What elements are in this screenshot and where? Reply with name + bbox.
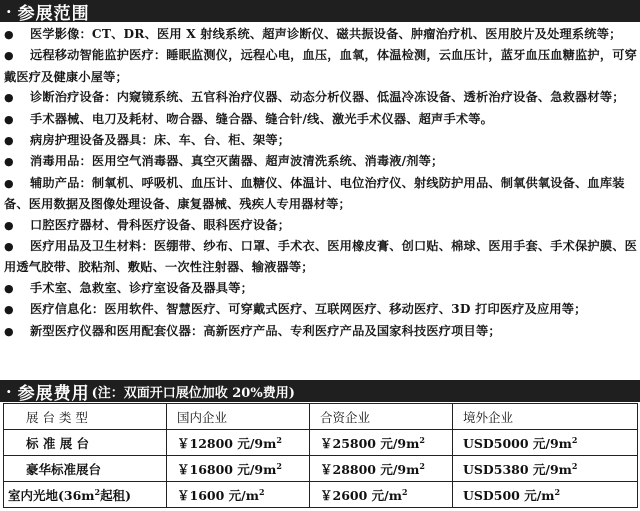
list-item: ● 口腔医疗器材、骨科医疗设备、眼科医疗设备；: [4, 215, 638, 236]
column-header: 合资企业: [310, 404, 453, 430]
list-item: ● 消毒用品：医用空气消毒器、真空灭菌器、超声波清洗系统、消毒液/剂等；: [4, 151, 638, 172]
fee-table: [3, 403, 638, 508]
domestic-price: ￥1600 元$/m^2$: [167, 482, 310, 508]
section-header-scope: [0, 0, 640, 22]
foreign-price: USD5380 元$/9m^2$: [453, 456, 638, 482]
scope-list: [4, 24, 638, 342]
foreign-price: USD500 元$/m^2$: [453, 482, 638, 508]
booth-type: 豪华标准展台: [4, 456, 167, 482]
domestic-price: ￥16800 元$/9m^2$: [167, 456, 310, 482]
list-item: ● 医疗信息化：医用软件、智慧医疗、可穿戴式医疗、互联网医疗、移动医疗、3D 打印医疗及应用等；: [4, 299, 638, 320]
column-header: 境外企业: [453, 404, 638, 430]
table-header-row: [4, 404, 638, 430]
list-item: ● 手术室、急救室、诊疗室设备及器具等；: [4, 278, 638, 299]
column-header: 国内企业: [167, 404, 310, 430]
list-item: ● 医疗用品及卫生材料：医绷带、纱布、口罩、手术衣、医用橡皮膏、创口贴、棉球、医用手套、手术保护膜、医用透气胶带、胶粘剂、敷贴、一次性注射器、输液器等；: [4, 239, 637, 275]
list-item: ● 医学影像：CT、DR、医用 X 射线系统、超声诊断仪、磁共振设备、肿瘤治疗机、医用胶片及处理系统等；: [4, 24, 638, 45]
bullet-icon: ●: [4, 218, 14, 232]
foreign-price: USD5000 元$/9m^2$: [453, 430, 638, 456]
fee-note: (注：双面开口展位加收 20%费用): [91, 385, 295, 401]
bullet-icon: ●: [4, 303, 14, 317]
column-header: 展 台 类 型: [4, 404, 167, 430]
bullet-icon: ●: [4, 240, 14, 254]
booth-type: 标 准 展 台: [4, 430, 167, 456]
booth-type: 室内光地($36m^2$起租): [4, 482, 167, 508]
table-row: [4, 430, 638, 456]
table-row: [4, 482, 638, 508]
bullet-icon: ●: [4, 176, 14, 190]
bullet-icon: ●: [4, 134, 14, 148]
bullet-icon: ●: [4, 91, 14, 105]
list-item: ● 新型医疗仪器和医用配套仪器：高新医疗产品、专利医疗产品及国家科技医疗项目等；: [4, 321, 638, 342]
header-bullet: ·: [6, 381, 12, 401]
jv-price: ￥28800 元$/9m^2$: [310, 456, 453, 482]
bullet-icon: ●: [4, 112, 14, 126]
list-item: ● 辅助产品：制氧机、呼吸机、血压计、血糖仪、体温计、电位治疗仪、射线防护用品、制氧供氧设备、血库装备、医用数据及图像处理设备、康复器械、残疾人专用器材等；: [4, 175, 625, 212]
jv-price: ￥25800 元$/9m^2$: [310, 430, 453, 456]
list-item: ● 病房护理设备及器具：床、车、台、柜、架等；: [4, 130, 638, 151]
section-title: 参展费用: [17, 383, 90, 404]
bullet-icon: ●: [4, 155, 14, 169]
bullet-icon: ●: [4, 28, 14, 41]
table-row: [4, 456, 638, 482]
bullet-icon: ●: [4, 281, 14, 295]
section-title: 参展范围: [17, 3, 90, 24]
section-header-fees: [0, 380, 640, 402]
list-item: ● 手术器械、电刀及耗材、吻合器、缝合器、缝合针/线、激光手术仪器、超声手术等。: [4, 109, 638, 130]
domestic-price: ￥12800 元$/9m^2$: [167, 430, 310, 456]
header-bullet: ·: [6, 1, 12, 21]
bullet-icon: ●: [4, 324, 14, 338]
list-item: ● 诊断治疗设备：内窥镜系统、五官科治疗仪器、动态分析仪器、低温冷冻设备、透析治疗设备、急救器材等；: [4, 87, 638, 108]
list-item: ● 远程移动智能监护医疗：睡眠监测仪，远程心电，血压，血氧，体温检测，云血压计，蓝牙血压血糖监护，可穿戴医疗及健康小屋等；: [4, 48, 637, 84]
jv-price: ￥2600 元$/m^2$: [310, 482, 453, 508]
bullet-icon: ●: [4, 49, 14, 63]
